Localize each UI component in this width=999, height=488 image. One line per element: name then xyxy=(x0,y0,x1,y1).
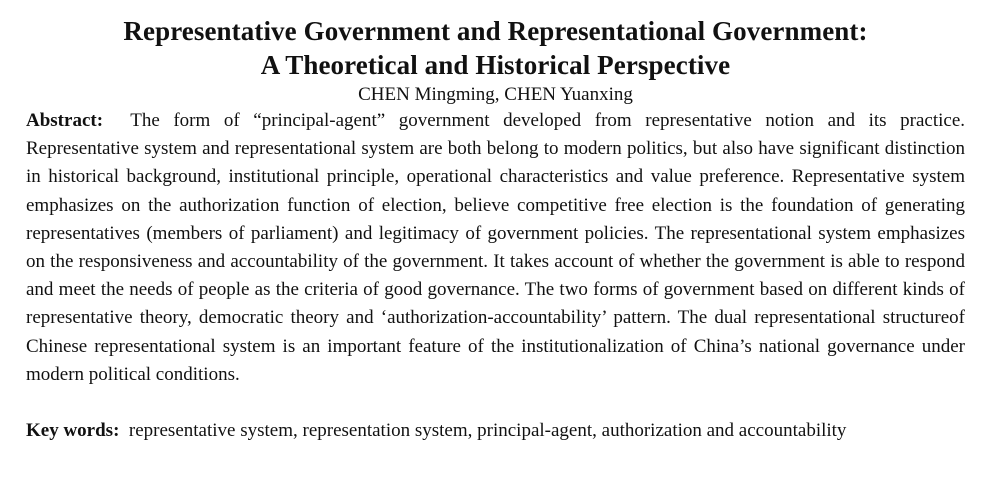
abstract-label: Abstract: xyxy=(26,110,104,131)
author-list: CHEN Mingming, CHEN Yuanxing xyxy=(358,84,633,105)
title-line-1: Representative Government and Representational Government: xyxy=(123,16,868,46)
abstract-text: The form of “principal-agent” government developed from representative notion and its practice. Representative system and representational system are both belong to modern politics, but also have significant distinction in historical background, institutional principle, operational characteristics and value preference. Representative system emphasizes on the authorization function of election, believe competitive free election is the foundation of generating representatives (members of parliament) and legitimacy of government policies. The representational system emphasizes on the responsiveness and accountability of the government. It takes account of whether the government is able to respond and meet the needs of people as the criteria of good governance. The two forms of government based on different kinds of representative theory, democratic theory and ‘authorization-accountability’ pattern. The dual representational structureof Chinese representational system is an important feature of the institutionalization of China’s national governance under modern political conditions. xyxy=(26,110,965,385)
title-line-2: A Theoretical and Historical Perspective xyxy=(260,50,731,80)
abstract-paragraph xyxy=(26,107,965,389)
keywords-text: representative system, representation system, principal-agent, authorization and accountability xyxy=(128,420,847,442)
paper-title xyxy=(26,14,965,82)
keywords-label: Key words: xyxy=(26,420,120,442)
keywords-paragraph xyxy=(26,417,965,445)
